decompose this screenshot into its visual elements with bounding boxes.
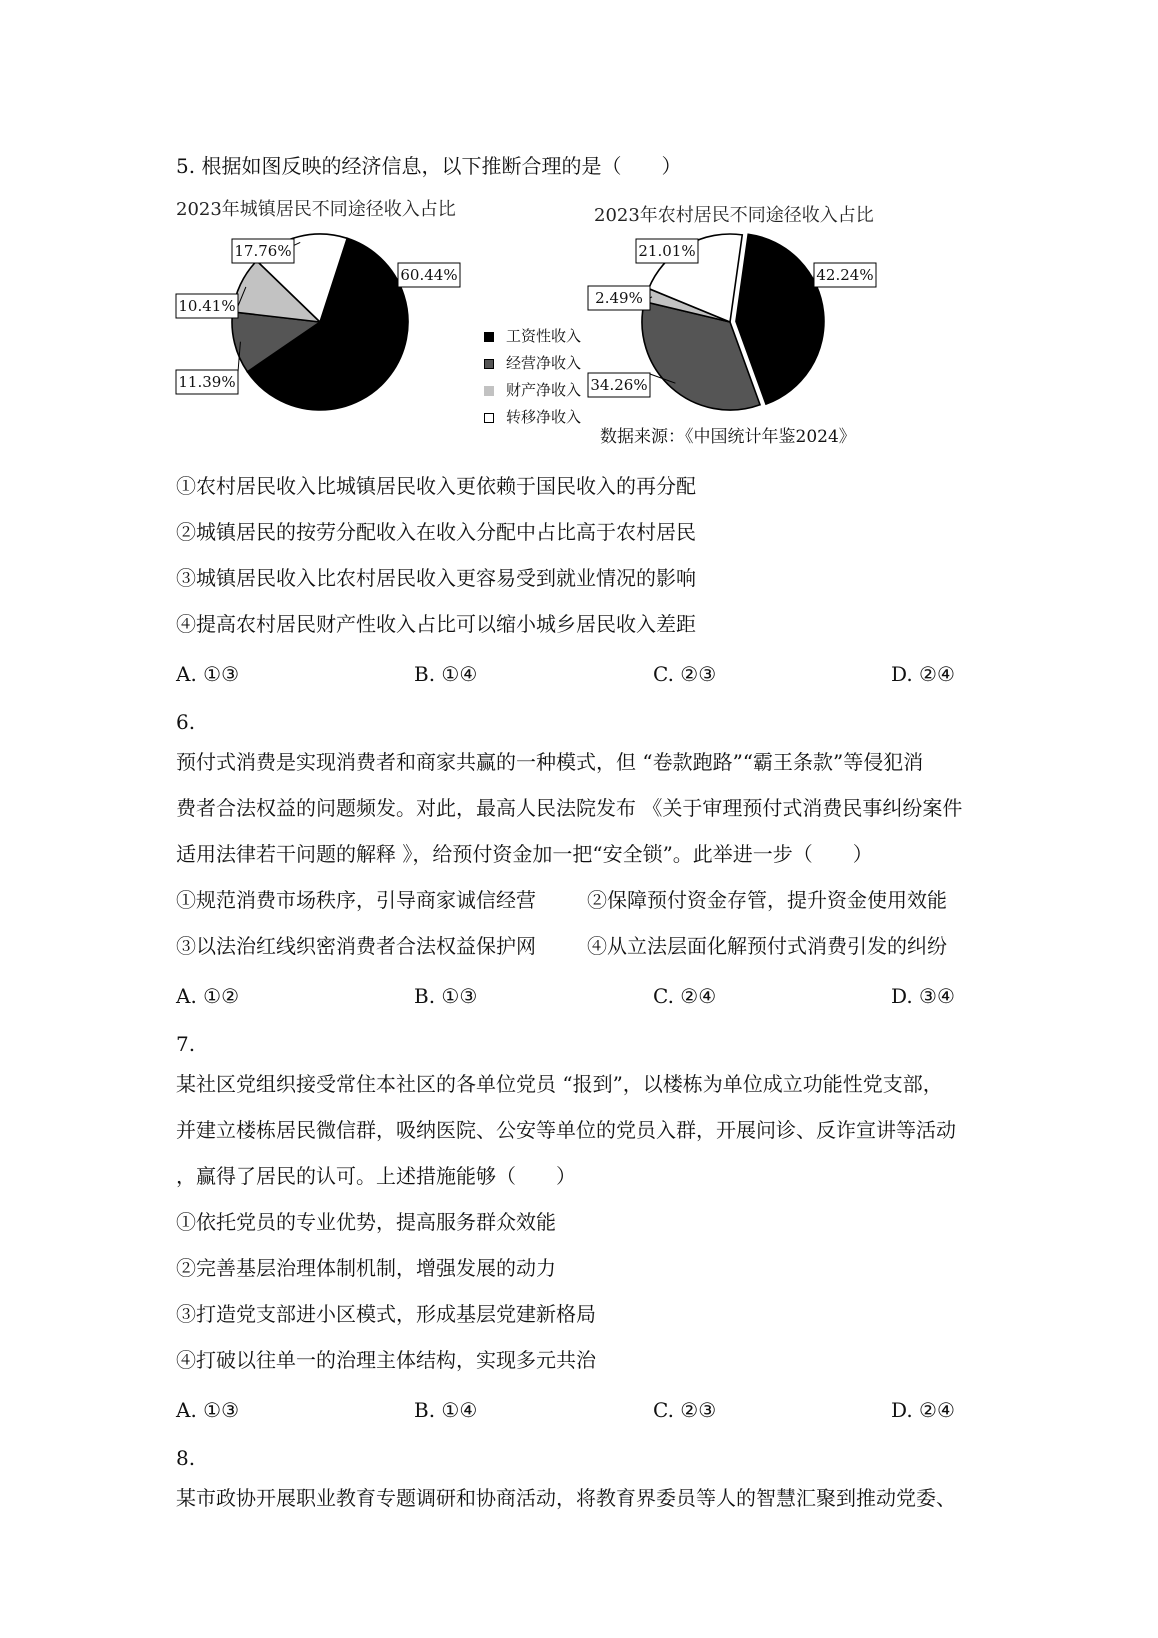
q7-option-3: ③打造党支部进小区模式，形成基层党建新格局 xyxy=(176,1302,596,1326)
data-source: 数据来源：《中国统计年鉴2024》 xyxy=(600,427,856,447)
q6-stem-line-2: 费者合法权益的问题频发。对此，最高人民法院发布 《关于审理预付式消费民事纠纷案件 xyxy=(176,796,963,820)
urban-value-label-property: 10.41% xyxy=(178,297,236,315)
legend-item-business xyxy=(484,350,581,377)
q8-number: 8. xyxy=(176,1446,196,1470)
legend-item-property xyxy=(484,377,581,404)
q7-choice-c[interactable]: C. ②③ xyxy=(653,1398,717,1422)
q5-option-2: ②城镇居民的按劳分配收入在收入分配中占比高于农村居民 xyxy=(176,520,696,544)
q5-choice-b[interactable]: B. ①④ xyxy=(414,662,478,686)
q6-option-4: ④从立法层面化解预付式消费引发的纠纷 xyxy=(587,934,947,958)
q5-choice-a[interactable]: A. ①③ xyxy=(176,662,240,686)
q6-option-2: ②保障预付资金存管，提升资金使用效能 xyxy=(587,888,947,912)
q7-option-1: ①依托党员的专业优势，提高服务群众效能 xyxy=(176,1210,556,1234)
rural-value-label-transfer: 21.01% xyxy=(638,242,696,260)
q5-choice-c[interactable]: C. ②③ xyxy=(653,662,717,686)
q6-choice-a[interactable]: A. ①② xyxy=(176,984,240,1008)
q5-choice-d[interactable]: D. ②④ xyxy=(891,662,955,686)
urban-chart-title: 2023年城镇居民不同途径收入占比 xyxy=(176,199,456,220)
urban-value-label-business: 11.39% xyxy=(178,373,236,391)
legend-swatch-wage xyxy=(484,332,494,342)
urban-value-label-transfer: 17.76% xyxy=(234,242,292,260)
q8-stem-line-1: 某市政协开展职业教育专题调研和协商活动，将教育界委员等人的智慧汇聚到推动党委、 xyxy=(176,1486,956,1510)
q6-stem-line-1: 预付式消费是实现消费者和商家共赢的一种模式，但 “卷款跑路”“霸王条款”等侵犯消 xyxy=(176,750,924,774)
q6-choice-b[interactable]: B. ①③ xyxy=(414,984,478,1008)
q7-choice-b[interactable]: B. ①④ xyxy=(414,1398,478,1422)
q6-option-1: ①规范消费市场秩序，引导商家诚信经营 xyxy=(176,888,536,912)
legend-item-transfer xyxy=(484,404,581,431)
q7-option-2: ②完善基层治理体制机制，增强发展的动力 xyxy=(176,1256,556,1280)
legend-swatch-business xyxy=(484,359,494,369)
urban-value-label-wage: 60.44% xyxy=(400,266,458,284)
q7-choice-d[interactable]: D. ②④ xyxy=(891,1398,955,1422)
rural-value-label-property: 2.49% xyxy=(595,289,643,307)
q6-choice-c[interactable]: C. ②④ xyxy=(653,984,717,1008)
legend-label-business: 经营净收入 xyxy=(506,354,582,372)
chart-legend xyxy=(484,323,581,431)
q7-stem-line-2: 并建立楼栋居民微信群，吸纳医院、公安等单位的党员入群，开展问诊、反诈宣讲等活动 xyxy=(176,1118,956,1142)
q7-number: 7. xyxy=(176,1032,196,1056)
rural-value-label-wage: 42.24% xyxy=(816,266,874,284)
q5-option-4: ④提高农村居民财产性收入占比可以缩小城乡居民收入差距 xyxy=(176,612,696,636)
q5-option-3: ③城镇居民收入比农村居民收入更容易受到就业情况的影响 xyxy=(176,566,696,590)
legend-label-transfer: 转移净收入 xyxy=(506,408,582,426)
rural-value-label-business: 34.26% xyxy=(590,376,648,394)
q5-option-1: ①农村居民收入比城镇居民收入更依赖于国民收入的再分配 xyxy=(176,474,696,498)
legend-label-property: 财产净收入 xyxy=(506,381,582,399)
q6-option-3: ③以法治红线织密消费者合法权益保护网 xyxy=(176,934,536,958)
q6-number: 6. xyxy=(176,710,196,734)
q7-stem-line-1: 某社区党组织接受常住本社区的各单位党员 “报到”，以楼栋为单位成立功能性党支部， xyxy=(176,1072,943,1096)
q7-stem-line-3: ，赢得了居民的认可。上述措施能够（ ） xyxy=(176,1164,576,1188)
q7-choice-a[interactable]: A. ①③ xyxy=(176,1398,240,1422)
legend-swatch-transfer xyxy=(484,413,494,423)
q7-option-4: ④打破以往单一的治理主体结构，实现多元共治 xyxy=(176,1348,596,1372)
rural-chart-title: 2023年农村居民不同途径收入占比 xyxy=(594,205,874,226)
legend-item-wage xyxy=(484,323,581,350)
legend-label-wage: 工资性收入 xyxy=(506,327,582,345)
legend-swatch-property xyxy=(484,386,494,396)
q6-choice-d[interactable]: D. ③④ xyxy=(891,984,955,1008)
q5-stem: 5. 根据如图反映的经济信息，以下推断合理的是（ ） xyxy=(176,154,682,178)
q6-stem-line-3: 适用法律若干问题的解释 》，给预付资金加一把“安全锁”。此举进一步（ ） xyxy=(176,842,873,866)
